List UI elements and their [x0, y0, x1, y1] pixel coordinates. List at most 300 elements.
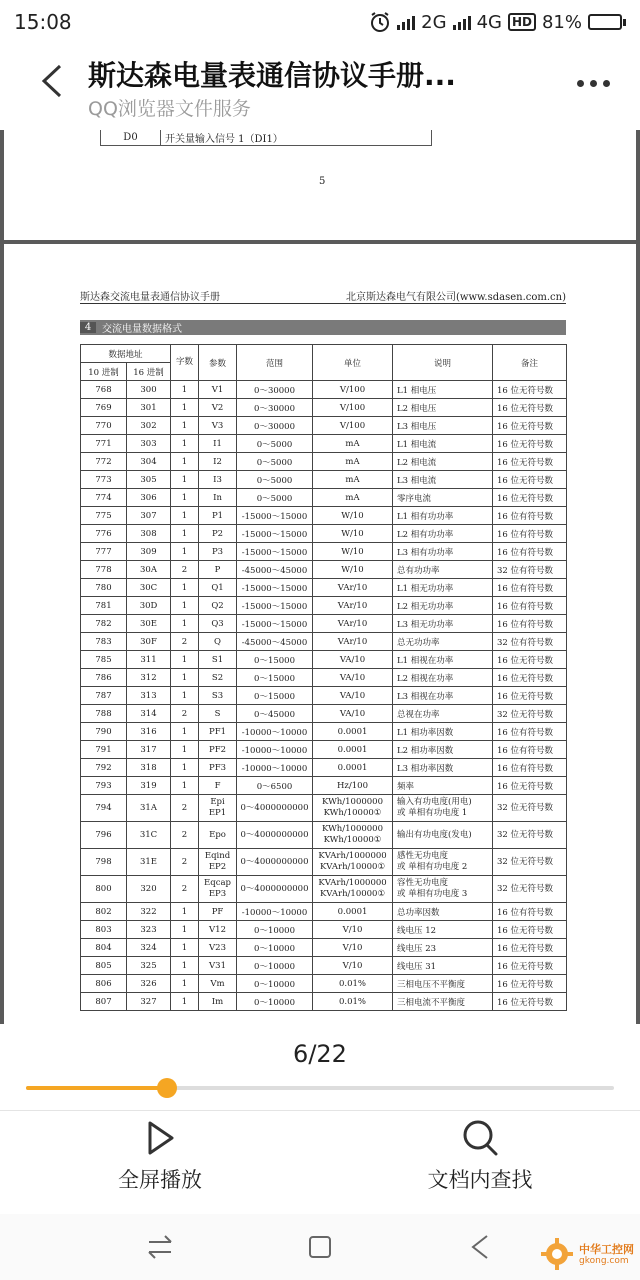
cell-note: 16 位无符号数 — [493, 417, 567, 435]
cell-dec: 793 — [81, 777, 127, 795]
cell-range: 0～10000 — [237, 957, 313, 975]
cell-dec: 782 — [81, 615, 127, 633]
cell-unit: VAr/10 — [313, 615, 393, 633]
cell-words: 2 — [171, 633, 199, 651]
cell-words: 1 — [171, 579, 199, 597]
cell-desc: 总无功功率 — [393, 633, 493, 651]
cell-hex: 30D — [127, 597, 171, 615]
cell-hex: 304 — [127, 453, 171, 471]
cell-desc: 线电压 31 — [393, 957, 493, 975]
cell-range: 0～5000 — [237, 435, 313, 453]
battery-percent: 81% — [541, 11, 582, 33]
document-viewer[interactable] — [0, 130, 640, 1024]
cell-dec: 807 — [81, 993, 127, 1011]
header-unit: 单位 — [313, 345, 393, 381]
battery-icon — [588, 14, 626, 30]
cell-note: 16 位无符号数 — [493, 975, 567, 993]
cell-unit: W/10 — [313, 561, 393, 579]
cell-range: -15000～15000 — [237, 525, 313, 543]
cell-param: Q1 — [199, 579, 237, 597]
cell-words: 1 — [171, 741, 199, 759]
cell-range: 0～4000000000 — [237, 849, 313, 876]
cell-param: Vm — [199, 975, 237, 993]
cell-unit: 0.01% — [313, 993, 393, 1011]
home-icon[interactable] — [305, 1232, 335, 1262]
cell-hex: 305 — [127, 471, 171, 489]
cell-range: 0～4000000000 — [237, 795, 313, 822]
cell-param: Eqind EP2 — [199, 849, 237, 876]
company-name: 北京斯达森电气有限公司(www.sdasen.com.cn) — [346, 292, 566, 303]
fullscreen-play-label: 全屏播放 — [118, 1168, 202, 1192]
cell-hex: 317 — [127, 741, 171, 759]
cell-unit: mA — [313, 489, 393, 507]
cell-unit: mA — [313, 471, 393, 489]
cell-note: 16 位有符号数 — [493, 597, 567, 615]
cell-dec: 769 — [81, 399, 127, 417]
document-source: QQ浏览器文件服务 — [88, 98, 251, 120]
page-header — [80, 288, 566, 304]
cell-desc: 零序电流 — [393, 489, 493, 507]
cell-dec: 777 — [81, 543, 127, 561]
cell-range: 0～10000 — [237, 975, 313, 993]
cell-param: V23 — [199, 939, 237, 957]
cell-note: 16 位无符号数 — [493, 381, 567, 399]
cell-hex: 307 — [127, 507, 171, 525]
cell-unit: 0.0001 — [313, 759, 393, 777]
header-words: 字数 — [171, 345, 199, 381]
header-dec: 10 进制 — [81, 363, 127, 381]
cell-desc: L3 相电压 — [393, 417, 493, 435]
cell-desc: 总功率因数 — [393, 903, 493, 921]
cell-dec: 790 — [81, 723, 127, 741]
cell-param: P3 — [199, 543, 237, 561]
cell-note: 16 位无符号数 — [493, 489, 567, 507]
watermark-name: 中华工控网 — [579, 1242, 634, 1256]
cell-unit: W/10 — [313, 507, 393, 525]
cell-desc: 容性无功电度 或 单相有功电度 3 — [393, 876, 493, 903]
cell-range: 0～15000 — [237, 669, 313, 687]
section-title: 交流电量数据格式 — [102, 324, 182, 335]
table-row — [81, 399, 567, 417]
cell-hex: 31A — [127, 795, 171, 822]
cell-dec: 806 — [81, 975, 127, 993]
table-row — [81, 849, 567, 876]
register-table — [80, 344, 567, 1011]
cell-note: 32 位有符号数 — [493, 633, 567, 651]
cell-param: Epo — [199, 822, 237, 849]
table-row — [81, 822, 567, 849]
cell-param: V2 — [199, 399, 237, 417]
header-address-group: 数据地址 — [81, 345, 171, 363]
cell-dec: 794 — [81, 795, 127, 822]
cell-dec: 805 — [81, 957, 127, 975]
cell-dec: 791 — [81, 741, 127, 759]
cell-note: 16 位无符号数 — [493, 399, 567, 417]
table-row — [81, 759, 567, 777]
cell-unit: VAr/10 — [313, 633, 393, 651]
cell-unit: mA — [313, 435, 393, 453]
cell-note: 16 位无符号数 — [493, 921, 567, 939]
cell-dec: 800 — [81, 876, 127, 903]
table-row — [81, 597, 567, 615]
cell-param: PF — [199, 903, 237, 921]
cell-desc: L3 相有功功率 — [393, 543, 493, 561]
table-row — [81, 381, 567, 399]
cell-dec: 804 — [81, 939, 127, 957]
cell-param: PF3 — [199, 759, 237, 777]
cell-param: S3 — [199, 687, 237, 705]
table-row — [81, 579, 567, 597]
cell-dec: 802 — [81, 903, 127, 921]
cell-param: Q — [199, 633, 237, 651]
cell-param: Q3 — [199, 615, 237, 633]
cell-note: 32 位无符号数 — [493, 705, 567, 723]
header-hex: 16 进制 — [127, 363, 171, 381]
cell-dec: 798 — [81, 849, 127, 876]
switch-apps-icon[interactable] — [145, 1232, 175, 1262]
cell-note: 16 位无符号数 — [493, 687, 567, 705]
cell-range: -15000～15000 — [237, 615, 313, 633]
cell-dec: 803 — [81, 921, 127, 939]
cell-unit: 0.01% — [313, 975, 393, 993]
cell-words: 1 — [171, 975, 199, 993]
nav-back-icon[interactable] — [465, 1232, 495, 1262]
cell-range: -15000～15000 — [237, 507, 313, 525]
cell-hex: 322 — [127, 903, 171, 921]
watermark-url: gkong.com — [579, 1255, 629, 1266]
cell-range: 0～5000 — [237, 489, 313, 507]
cell-unit: 0.0001 — [313, 903, 393, 921]
cell-words: 2 — [171, 561, 199, 579]
cell-note: 32 位无符号数 — [493, 822, 567, 849]
cell-words: 1 — [171, 957, 199, 975]
network-label-1: 2G — [421, 11, 447, 33]
cell-range: 0～15000 — [237, 687, 313, 705]
table-row — [81, 687, 567, 705]
more-menu-icon[interactable] — [577, 80, 610, 87]
table-row — [81, 723, 567, 741]
status-icons — [369, 11, 626, 33]
cell-dec: 796 — [81, 822, 127, 849]
cell-words: 2 — [171, 705, 199, 723]
table-row — [81, 417, 567, 435]
cell-range: -10000～10000 — [237, 759, 313, 777]
fullscreen-play-button[interactable] — [60, 1118, 260, 1194]
cell-note: 16 位有符号数 — [493, 507, 567, 525]
cell-words: 1 — [171, 687, 199, 705]
cell-desc: L1 相电压 — [393, 381, 493, 399]
cell-desc: L3 相电流 — [393, 471, 493, 489]
cell-dec: 776 — [81, 525, 127, 543]
table-row — [81, 939, 567, 957]
cell-param: V3 — [199, 417, 237, 435]
cell-hex: 324 — [127, 939, 171, 957]
table-row — [81, 615, 567, 633]
cell-hex: 300 — [127, 381, 171, 399]
cell-words: 1 — [171, 399, 199, 417]
document-title: 斯达森电量表通信协议手册... — [88, 59, 456, 92]
progress-fill — [26, 1086, 167, 1090]
cell-dec: 772 — [81, 453, 127, 471]
cell-unit: V/100 — [313, 417, 393, 435]
cell-dec: 786 — [81, 669, 127, 687]
app-header — [0, 44, 640, 130]
cell-hex: 306 — [127, 489, 171, 507]
cell-dec: 774 — [81, 489, 127, 507]
cell-range: -10000～10000 — [237, 723, 313, 741]
cell-unit: Hz/100 — [313, 777, 393, 795]
table-row — [81, 489, 567, 507]
table-row — [81, 435, 567, 453]
cell-unit: VA/10 — [313, 669, 393, 687]
cell-words: 1 — [171, 453, 199, 471]
cell-desc: L1 相电流 — [393, 435, 493, 453]
gear-icon — [539, 1236, 575, 1272]
cell-range: -45000～45000 — [237, 633, 313, 651]
cell-dec: 781 — [81, 597, 127, 615]
cell-unit: VA/10 — [313, 687, 393, 705]
cell-words: 1 — [171, 759, 199, 777]
d0-row — [100, 130, 432, 146]
cell-dec: 768 — [81, 381, 127, 399]
table-row — [81, 705, 567, 723]
cell-words: 1 — [171, 939, 199, 957]
cell-note: 16 位有符号数 — [493, 525, 567, 543]
cell-range: 0～5000 — [237, 453, 313, 471]
cell-words: 1 — [171, 921, 199, 939]
progress-knob[interactable] — [157, 1078, 177, 1098]
cell-param: P — [199, 561, 237, 579]
cell-desc: L2 相电压 — [393, 399, 493, 417]
table-body — [81, 381, 567, 1011]
table-row — [81, 876, 567, 903]
cell-note: 16 位有符号数 — [493, 741, 567, 759]
table-row — [81, 651, 567, 669]
cell-range: -10000～10000 — [237, 741, 313, 759]
cell-hex: 323 — [127, 921, 171, 939]
cell-param: Eqcap EP3 — [199, 876, 237, 903]
cell-range: -15000～15000 — [237, 597, 313, 615]
cell-param: V1 — [199, 381, 237, 399]
cell-param: Im — [199, 993, 237, 1011]
cell-range: -10000～10000 — [237, 903, 313, 921]
cell-note: 16 位无符号数 — [493, 651, 567, 669]
page-number: 5 — [319, 176, 326, 187]
cell-words: 1 — [171, 471, 199, 489]
play-icon — [140, 1118, 180, 1158]
cell-param: I1 — [199, 435, 237, 453]
cell-words: 1 — [171, 651, 199, 669]
table-row — [81, 993, 567, 1011]
cell-range: 0～30000 — [237, 417, 313, 435]
cell-words: 1 — [171, 669, 199, 687]
cell-param: PF2 — [199, 741, 237, 759]
current-page — [4, 244, 636, 1024]
table-row — [81, 903, 567, 921]
cell-note: 32 位无符号数 — [493, 876, 567, 903]
cell-unit: KWh/1000000 KWh/10000① — [313, 822, 393, 849]
cell-param: S2 — [199, 669, 237, 687]
cell-dec: 788 — [81, 705, 127, 723]
cell-note: 16 位有符号数 — [493, 579, 567, 597]
table-row — [81, 957, 567, 975]
cell-desc: 三相电流不平衡度 — [393, 993, 493, 1011]
cell-desc: L1 相无功功率 — [393, 579, 493, 597]
cell-range: -45000～45000 — [237, 561, 313, 579]
cell-unit: V/100 — [313, 381, 393, 399]
cell-unit: V/10 — [313, 957, 393, 975]
cell-words: 1 — [171, 381, 199, 399]
cell-range: 0～4000000000 — [237, 822, 313, 849]
cell-note: 16 位无符号数 — [493, 777, 567, 795]
table-row — [81, 633, 567, 651]
cell-words: 1 — [171, 903, 199, 921]
cell-desc: 总有功功率 — [393, 561, 493, 579]
cell-desc: L2 相有功功率 — [393, 525, 493, 543]
network-label-2: 4G — [476, 11, 502, 33]
cell-words: 1 — [171, 417, 199, 435]
d0-code: D0 — [101, 130, 161, 145]
cell-param: P1 — [199, 507, 237, 525]
cell-desc: L2 相电流 — [393, 453, 493, 471]
cell-words: 1 — [171, 993, 199, 1011]
cell-range: -15000～15000 — [237, 543, 313, 561]
cell-words: 2 — [171, 876, 199, 903]
cell-words: 2 — [171, 822, 199, 849]
previous-page — [4, 130, 636, 240]
cell-desc: L2 相无功功率 — [393, 597, 493, 615]
cell-param: P2 — [199, 525, 237, 543]
cell-dec: 771 — [81, 435, 127, 453]
cell-unit: KVArh/1000000 KVArh/10000① — [313, 849, 393, 876]
cell-note: 16 位无符号数 — [493, 435, 567, 453]
table-row — [81, 561, 567, 579]
cell-note: 16 位有符号数 — [493, 759, 567, 777]
header-note: 备注 — [493, 345, 567, 381]
section-number: 4 — [80, 322, 96, 333]
cell-unit: W/10 — [313, 543, 393, 561]
status-time: 15:08 — [14, 10, 72, 34]
cell-words: 1 — [171, 723, 199, 741]
cell-words: 1 — [171, 777, 199, 795]
cell-unit: mA — [313, 453, 393, 471]
cell-unit: VA/10 — [313, 705, 393, 723]
table-row — [81, 669, 567, 687]
cell-note: 32 位无符号数 — [493, 795, 567, 822]
cell-desc: L3 相功率因数 — [393, 759, 493, 777]
table-row — [81, 453, 567, 471]
cell-param: I2 — [199, 453, 237, 471]
table-row — [81, 471, 567, 489]
cell-words: 1 — [171, 435, 199, 453]
cell-param: Epi EP1 — [199, 795, 237, 822]
cell-dec: 785 — [81, 651, 127, 669]
cell-hex: 318 — [127, 759, 171, 777]
cell-words: 1 — [171, 489, 199, 507]
cell-desc: L2 相功率因数 — [393, 741, 493, 759]
cell-note: 16 位无符号数 — [493, 471, 567, 489]
cell-hex: 316 — [127, 723, 171, 741]
cell-range: 0～30000 — [237, 381, 313, 399]
cell-hex: 327 — [127, 993, 171, 1011]
cell-dec: 783 — [81, 633, 127, 651]
cell-dec: 775 — [81, 507, 127, 525]
header-range: 范围 — [237, 345, 313, 381]
cell-range: 0～4000000000 — [237, 876, 313, 903]
table-row — [81, 525, 567, 543]
cell-param: PF1 — [199, 723, 237, 741]
cell-unit: VAr/10 — [313, 579, 393, 597]
table-row — [81, 795, 567, 822]
cell-hex: 319 — [127, 777, 171, 795]
hd-badge: HD — [508, 13, 536, 31]
cell-dec: 773 — [81, 471, 127, 489]
cell-unit: V/10 — [313, 921, 393, 939]
cell-unit: KWh/1000000 KWh/10000① — [313, 795, 393, 822]
table-row — [81, 507, 567, 525]
signal-icon — [397, 14, 415, 30]
cell-unit: VA/10 — [313, 651, 393, 669]
cell-hex: 326 — [127, 975, 171, 993]
cell-hex: 308 — [127, 525, 171, 543]
viewer-footer — [0, 1024, 640, 1280]
page-progress-slider[interactable] — [26, 1086, 614, 1090]
cell-dec: 780 — [81, 579, 127, 597]
cell-unit: V/100 — [313, 399, 393, 417]
cell-range: 0～10000 — [237, 921, 313, 939]
table-row — [81, 741, 567, 759]
alarm-icon — [369, 11, 391, 33]
cell-note: 16 位有符号数 — [493, 723, 567, 741]
cell-hex: 325 — [127, 957, 171, 975]
cell-range: 0～5000 — [237, 471, 313, 489]
cell-hex: 309 — [127, 543, 171, 561]
d0-desc: 开关量输入信号 1（DI1） — [165, 134, 283, 145]
find-in-document-button[interactable] — [380, 1118, 580, 1194]
page-counter: 6/22 — [293, 1040, 347, 1068]
cell-unit: 0.0001 — [313, 723, 393, 741]
cell-param: S1 — [199, 651, 237, 669]
section-heading — [80, 320, 566, 335]
cell-range: -15000～15000 — [237, 579, 313, 597]
cell-range: 0～6500 — [237, 777, 313, 795]
find-in-document-label: 文档内查找 — [427, 1168, 533, 1192]
cell-unit: VAr/10 — [313, 597, 393, 615]
cell-words: 1 — [171, 525, 199, 543]
table-row — [81, 921, 567, 939]
cell-unit: V/10 — [313, 939, 393, 957]
watermark-logo — [539, 1236, 634, 1272]
status-bar — [0, 0, 640, 44]
cell-desc: 线电压 23 — [393, 939, 493, 957]
cell-note: 16 位无符号数 — [493, 957, 567, 975]
cell-param: S — [199, 705, 237, 723]
cell-unit: KVArh/1000000 KVArh/10000① — [313, 876, 393, 903]
back-arrow-icon[interactable] — [36, 64, 70, 98]
cell-note: 16 位有符号数 — [493, 543, 567, 561]
cell-dec: 770 — [81, 417, 127, 435]
cell-words: 1 — [171, 543, 199, 561]
system-nav-bar — [0, 1214, 640, 1280]
cell-desc: L1 相视在功率 — [393, 651, 493, 669]
cell-desc: 感性无功电度 或 单相有功电度 2 — [393, 849, 493, 876]
cell-desc: 总视在功率 — [393, 705, 493, 723]
cell-words: 2 — [171, 795, 199, 822]
cell-hex: 313 — [127, 687, 171, 705]
cell-note: 16 位无符号数 — [493, 939, 567, 957]
cell-note: 32 位无符号数 — [493, 849, 567, 876]
cell-range: 0～10000 — [237, 993, 313, 1011]
